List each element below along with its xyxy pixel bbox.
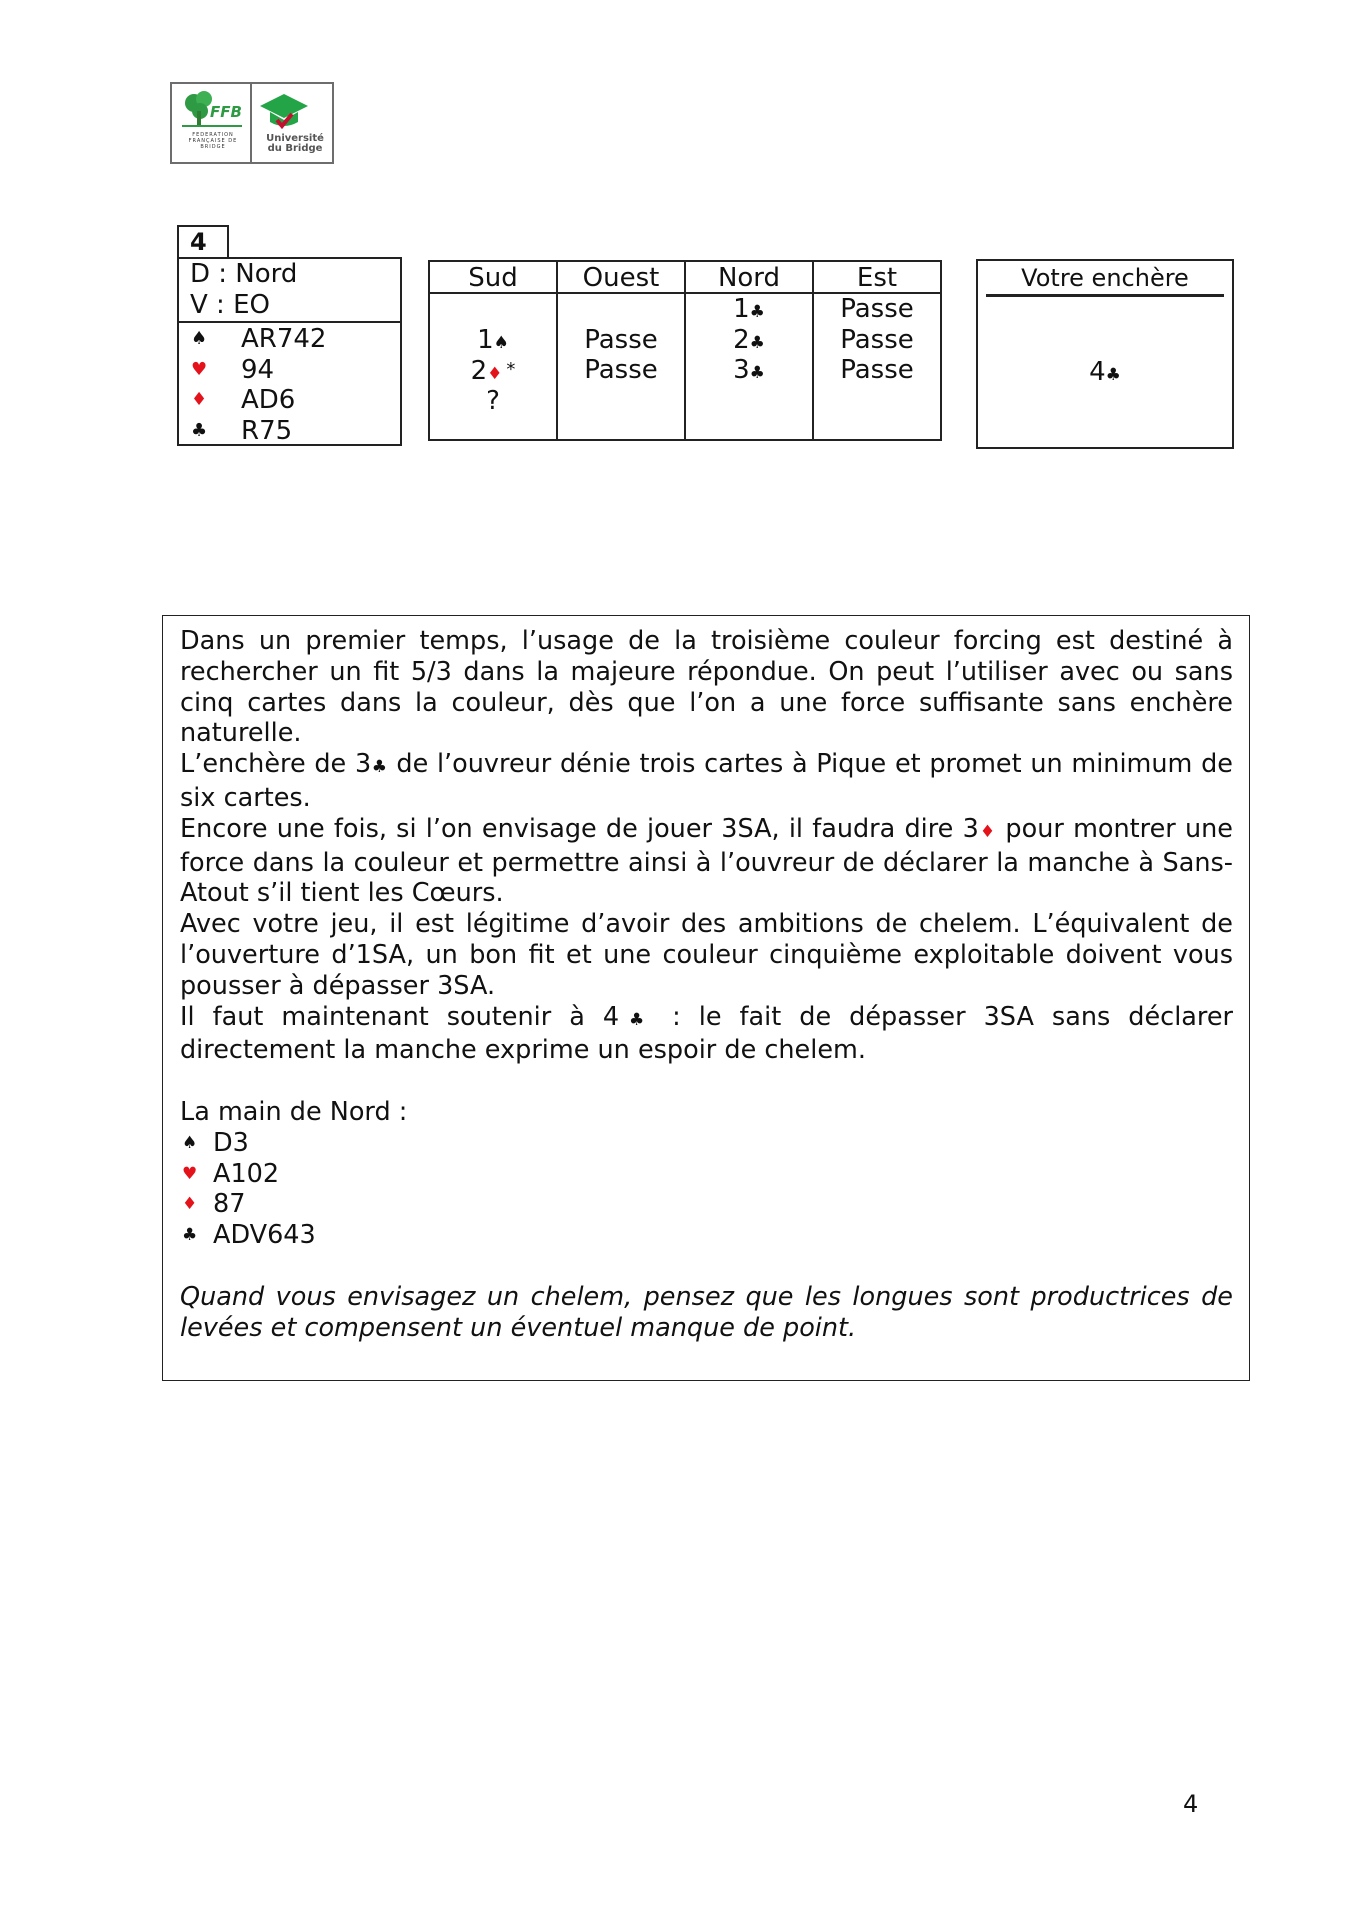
heart-icon: ♥	[182, 1163, 198, 1184]
comment-paragraph-1: Dans un premier temps, l’usage de la troisième couleur forcing est destiné à rechercher un fit 5/3 dans la majeure répondue. On peut l’utiliser avec ou sans cinq cartes dans la couleur, dès que l’on a une force suffisante sans enchère naturelle.	[180, 626, 1233, 749]
hand-row-clubs	[179, 416, 400, 447]
bid-cell	[430, 294, 556, 325]
deal-number: 4	[177, 225, 229, 258]
spade-icon: ♠	[182, 1132, 198, 1153]
bid-column-sud	[430, 262, 558, 439]
bid-cell	[814, 386, 940, 417]
spade-icon: ♠	[191, 328, 208, 349]
bid-cell	[686, 355, 812, 386]
logo	[170, 82, 334, 164]
answer-box	[976, 259, 1234, 449]
bid-level: 3	[733, 355, 750, 385]
bid-header-sud: Sud	[430, 262, 556, 294]
comment-paragraph-4: Avec votre jeu, il est légitime d’avoir des ambitions de chelem. L’équivalent de l’ouverture d’1SA, un bon fit et une couleur cinquième exploitable doivent vous pousser à dépasser 3SA.	[180, 909, 1233, 1001]
bid-cell	[430, 355, 556, 386]
comment-text: Encore une fois, si l’on envisage de jouer 3SA, il faudra dire 3	[180, 813, 979, 844]
bid-cell: Passe	[840, 324, 914, 355]
north-row-diamonds	[180, 1189, 1233, 1220]
comment-paragraph-5	[180, 1002, 1233, 1067]
spade-icon: ♠	[493, 332, 509, 353]
comment-text: L’enchère de 3	[180, 749, 372, 780]
club-icon: ♣	[749, 332, 765, 353]
diamond-icon: ♦	[191, 389, 208, 410]
comment-paragraph-3	[180, 814, 1233, 909]
bid-cell	[686, 386, 812, 417]
page-number: 4	[1183, 1790, 1199, 1818]
bid-level: 2	[470, 356, 488, 386]
bid-level: 1	[733, 294, 750, 324]
comment-box	[162, 615, 1250, 1381]
comment-tip: Quand vous envisagez un chelem, pensez que les longues sont productrices de levées et compensent un éventuel manque de point.	[180, 1281, 1233, 1343]
bid-cell	[686, 325, 812, 356]
north-hand-title: La main de Nord :	[180, 1096, 408, 1127]
club-icon: ♣	[619, 1009, 655, 1030]
universite-text	[260, 134, 330, 154]
club-icon: ♣	[749, 302, 765, 322]
comment-text: de l’ouvreur dénie trois cartes à Pique et promet un minimum de six cartes.	[180, 749, 1233, 813]
universite-line1: Université	[266, 133, 324, 144]
ffb-logo	[172, 84, 252, 162]
bid-level: 2	[733, 324, 750, 355]
club-icon: ♣	[749, 363, 765, 383]
bid-header-est: Est	[814, 262, 940, 294]
bid-cell: Passe	[584, 355, 658, 385]
club-icon: ♣	[1105, 365, 1121, 385]
diamond-icon: ♦	[182, 1194, 198, 1215]
ffb-text: FEDERATION FRANÇAISE DE BRIDGE	[188, 132, 238, 150]
bid-cell: ?	[486, 385, 500, 416]
universite-line2: du Bridge	[267, 143, 323, 154]
north-cards-spades: D3	[213, 1127, 249, 1158]
north-row-hearts	[180, 1159, 1233, 1190]
north-cards-hearts: A102	[213, 1158, 280, 1189]
alert-marker: *	[506, 359, 516, 380]
vulnerability: V : EO	[190, 289, 270, 320]
south-hand	[179, 323, 400, 446]
north-row-clubs	[180, 1220, 1233, 1251]
diamond-icon: ♦	[978, 821, 997, 842]
north-cards-clubs: ADV643	[213, 1220, 316, 1251]
bid-column-ouest	[558, 262, 686, 439]
hand-row-spades	[179, 324, 400, 355]
hand-row-hearts	[179, 355, 400, 386]
dealer: D : Nord	[190, 259, 298, 289]
diamond-icon: ♦	[487, 364, 503, 384]
bid-column-est	[814, 262, 940, 439]
bid-column-nord	[686, 262, 814, 439]
club-icon: ♣	[191, 419, 208, 441]
universite-logo	[252, 84, 332, 162]
club-icon: ♣	[182, 1225, 198, 1246]
bid-header-nord: Nord	[686, 262, 812, 294]
bid-cell: Passe	[840, 355, 914, 385]
north-row-spades	[180, 1128, 1233, 1159]
hand-cards-hearts: 94	[241, 354, 275, 385]
ffb-tree-icon	[180, 89, 244, 129]
answer-title: Votre enchère	[986, 263, 1224, 297]
comment-text: pour montrer une force dans la couleur et permettre ainsi à l’ouvreur de déclarer la manche à Sans-Atout s’il tient les Cœurs.	[180, 813, 1233, 909]
hand-row-diamonds	[179, 385, 400, 416]
dealer-vulnerability	[179, 259, 400, 323]
hand-cards-diamonds: AD6	[241, 385, 296, 415]
bid-cell	[686, 294, 812, 325]
comment-paragraph-2	[180, 749, 1233, 814]
answer-bid-level: 4	[1089, 357, 1106, 387]
bid-cell: Passe	[584, 324, 658, 355]
bid-cell	[430, 325, 556, 356]
hand-box	[177, 257, 402, 446]
heart-icon: ♥	[191, 358, 208, 380]
spacer	[180, 1251, 1233, 1282]
spacer	[180, 1066, 1233, 1097]
club-icon: ♣	[371, 757, 388, 778]
hand-cards-clubs: R75	[241, 415, 293, 446]
comment-text: : le fait de dépasser 3SA sans déclarer directement la manche exprime un espoir de chelem.	[180, 1001, 1233, 1066]
mortarboard-icon	[258, 90, 310, 134]
ffb-mark-text: FFB	[210, 103, 242, 121]
answer-bid	[978, 357, 1232, 387]
bidding-table	[428, 260, 942, 441]
bid-cell	[558, 386, 684, 417]
hand-cards-spades: AR742	[241, 324, 327, 354]
bid-header-ouest: Ouest	[558, 262, 684, 294]
north-cards-diamonds: 87	[213, 1189, 246, 1220]
bid-cell: Passe	[840, 294, 914, 324]
bid-level: 1	[477, 324, 494, 355]
comment-text: Il faut maintenant soutenir à 4	[180, 1001, 620, 1032]
bid-cell	[558, 294, 684, 325]
